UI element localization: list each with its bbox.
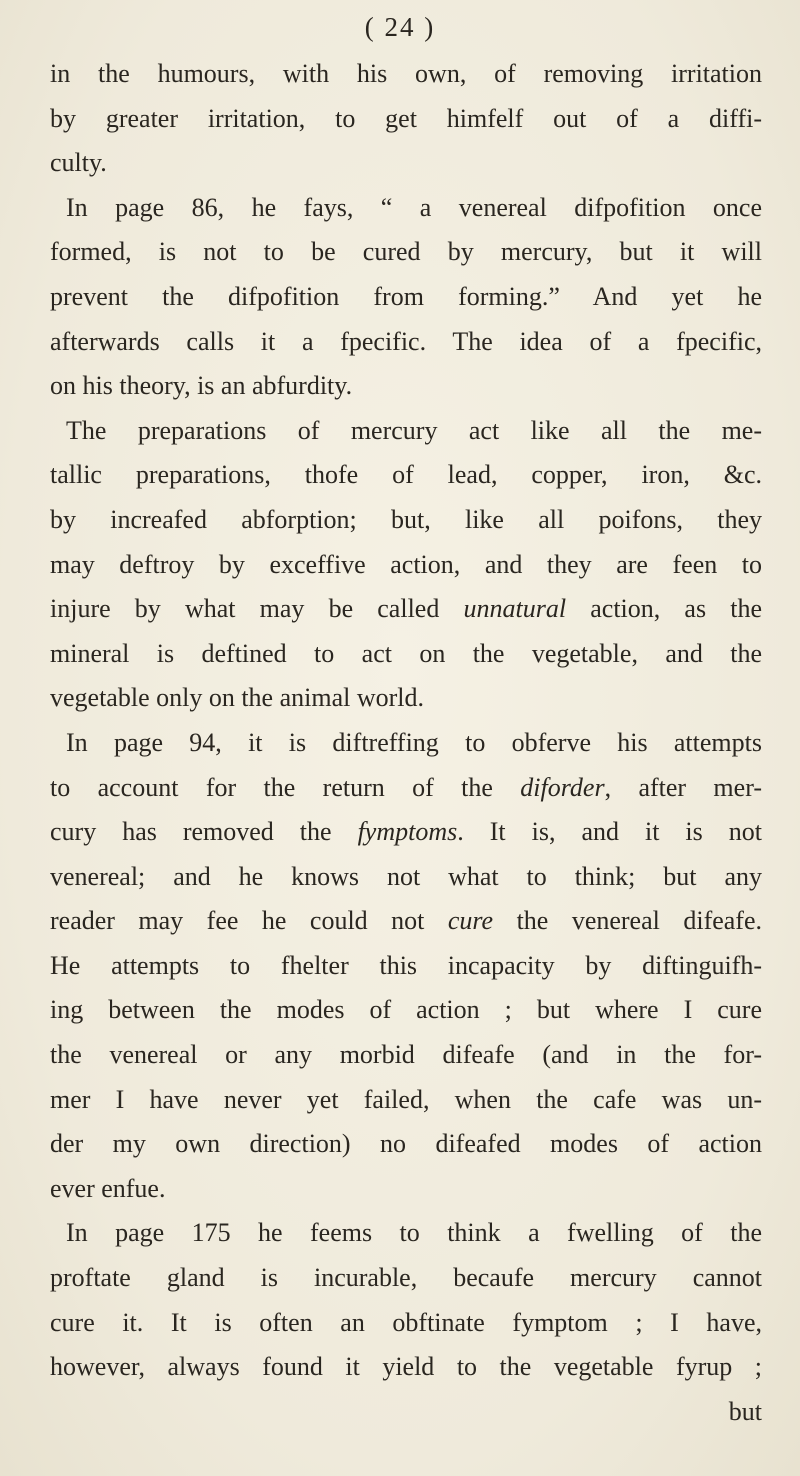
text-line: In page 175 he feems to think a fwelling of the — [66, 1218, 762, 1248]
text-line: proftate gland is incurable, becaufe mercury cannot — [50, 1263, 762, 1293]
text-line: der my own direction) no difeafed modes of action — [50, 1129, 762, 1159]
text-line: ing between the modes of action ; but where I cure — [50, 995, 762, 1025]
text-line: venereal; and he knows not what to think; but any — [50, 861, 762, 891]
text-line: formed, is not to be cured by mercury, but it will — [50, 237, 762, 267]
text-line: culty. — [50, 148, 107, 178]
text-line: The preparations of mercury act like all the me- — [66, 415, 762, 445]
catchword: but — [728, 1396, 762, 1426]
text-line: tallic preparations, thofe of lead, copper, iron, &c. — [50, 460, 762, 490]
text-line: may deftroy by exceffive action, and they are feen to — [50, 549, 762, 579]
text-line: the venereal or any morbid difeafe (and in the for- — [50, 1040, 762, 1070]
text-line: He attempts to fhelter this incapacity by diftinguifh- — [50, 950, 762, 980]
page-number: ( 24 ) — [364, 12, 436, 42]
text-line: injure by what may be called unnatural action, as the — [50, 594, 762, 624]
text-line: vegetable only on the animal world. — [50, 683, 425, 713]
text-line: to account for the return of the diforder, after mer- — [50, 772, 762, 802]
text-line: however, always found it yield to the vegetable fyrup ; — [50, 1352, 762, 1382]
text-line: in the humours, with his own, of removing irritation — [50, 59, 762, 88]
text-line: prevent the difpofition from forming.” And yet he — [50, 281, 762, 311]
text-line: by increafed abforption; but, like all poifons, they — [50, 504, 762, 534]
text-line: reader may fee he could not cure the venereal difeafe. — [50, 906, 763, 936]
text-line: cure it. It is often an obftinate fymptom ; I have, — [50, 1307, 762, 1337]
text-line: by greater irritation, to get himfelf out of a diffi- — [50, 103, 762, 133]
body-text — [50, 52, 762, 1434]
text-line: mer I have never yet failed, when the cafe was un- — [50, 1084, 762, 1114]
text-line: on his theory, is an abfurdity. — [50, 371, 353, 401]
text-line: In page 94, it is diftreffing to obferve his attempts — [66, 727, 762, 757]
text-line: ever enfue. — [50, 1173, 166, 1203]
text-line: mineral is deftined to act on the vegetable, and the — [50, 638, 762, 668]
text-line: afterwards calls it a fpecific. The idea of a fpecific, — [50, 326, 762, 356]
text-line: cury has removed the fymptoms. It is, and it is not — [50, 817, 762, 847]
text-line: In page 86, he fays, “ a venereal difpofition once — [66, 192, 762, 222]
